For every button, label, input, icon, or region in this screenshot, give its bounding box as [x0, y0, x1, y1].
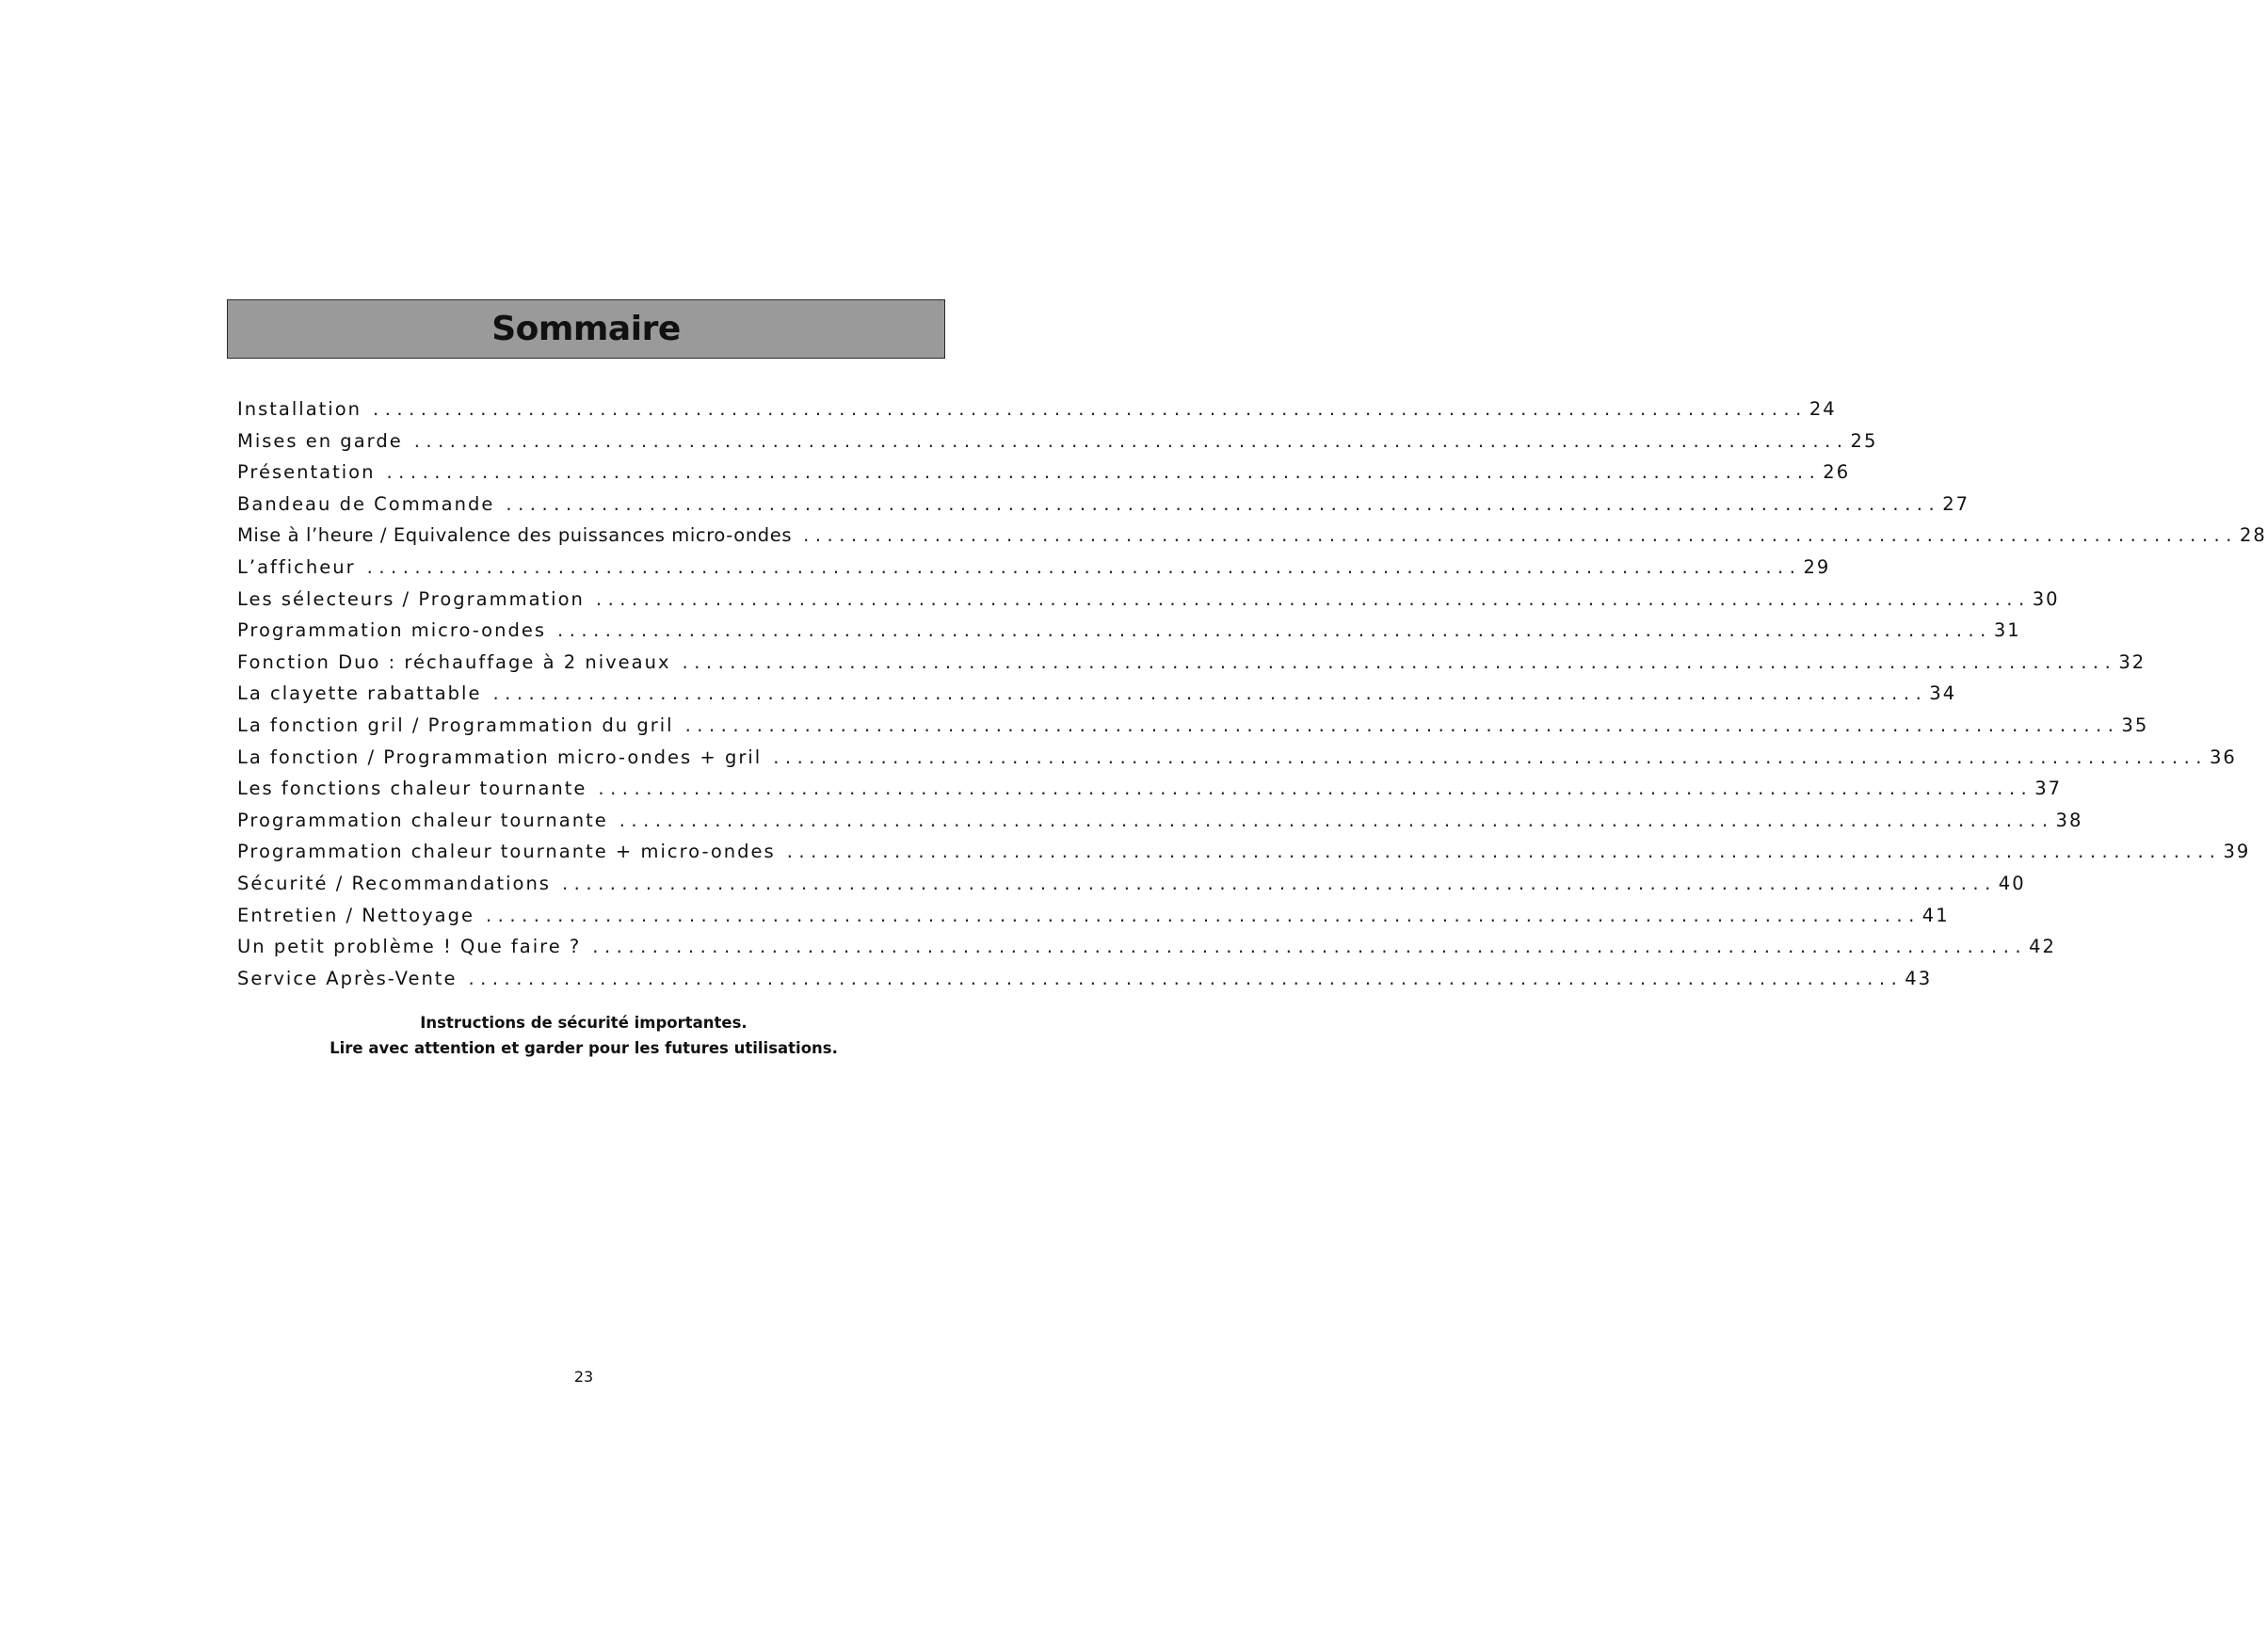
toc-entry-label: Programmation micro-ondes [237, 615, 557, 647]
toc-leader-dots: ........................................................................................................................ [803, 524, 2238, 547]
toc-entry-label: La clayette rabattable [237, 678, 492, 710]
toc-entry-label: Mise à l’heure / Equivalence des puissances micro-ondes [237, 520, 803, 552]
toc-entry-page: 26 [1823, 461, 1851, 484]
toc-entry[interactable] [237, 678, 1957, 710]
toc-leader-dots: ........................................................................................................................ [682, 650, 2117, 673]
toc-entry-page: 35 [2121, 714, 2149, 736]
toc-entry[interactable] [237, 584, 2060, 616]
table-of-contents [237, 393, 2267, 994]
toc-entry-page: 38 [2055, 809, 2083, 831]
toc-leader-dots: ........................................................................................................................ [506, 492, 1941, 515]
toc-leader-dots: ........................................................................................................................ [619, 809, 2054, 831]
page-number: 23 [573, 1368, 594, 1386]
page-title: Sommaire [491, 310, 681, 348]
safety-notice-instruction: Lire avec attention et garder pour les futures utilisations. [330, 1039, 838, 1057]
toc-entry[interactable] [237, 457, 1851, 489]
toc-entry[interactable] [237, 489, 1970, 521]
toc-entry[interactable] [237, 836, 2251, 868]
toc-entry[interactable] [237, 868, 2026, 900]
toc-entry[interactable] [237, 552, 1831, 584]
toc-entry-label: Bandeau de Commande [237, 489, 506, 521]
toc-entry-page: 24 [1809, 398, 1837, 420]
toc-entry-page: 36 [2210, 746, 2237, 768]
toc-entry[interactable] [237, 393, 1837, 425]
toc-entry-label: Programmation chaleur tournante + micro-ondes [237, 836, 787, 868]
toc-entry-label: La fonction gril / Programmation du gril [237, 710, 685, 742]
toc-entry[interactable] [237, 520, 2267, 552]
toc-entry-label: Présentation [237, 457, 386, 489]
toc-entry-label: Programmation chaleur tournante [237, 805, 619, 837]
toc-leader-dots: ........................................................................................................................ [373, 398, 1808, 420]
toc-entry-page: 40 [1998, 872, 2026, 894]
toc-leader-dots: ........................................................................................................................ [557, 619, 1992, 642]
toc-entry-page: 28 [2239, 524, 2267, 547]
toc-entry[interactable] [237, 773, 2063, 805]
toc-entry[interactable] [237, 742, 2237, 774]
toc-leader-dots: ........................................................................................................................ [595, 587, 2031, 610]
toc-entry-label: Service Après-Vente [237, 963, 468, 995]
title-banner [227, 299, 945, 359]
toc-entry[interactable] [237, 425, 1878, 457]
toc-leader-dots: ........................................................................................................................ [592, 936, 2028, 958]
toc-entry-label: Mises en garde [237, 425, 414, 457]
toc-entry-label: Fonction Duo : réchauffage à 2 niveaux [237, 647, 683, 679]
toc-entry-page: 30 [2032, 587, 2060, 610]
toc-entry[interactable] [237, 710, 2149, 742]
toc-leader-dots: ........................................................................................................................ [413, 429, 1849, 452]
toc-entry-page: 39 [2223, 841, 2251, 863]
toc-entry-page: 32 [2118, 650, 2146, 673]
toc-leader-dots: ........................................................................................................................ [386, 461, 1822, 484]
toc-entry[interactable] [237, 931, 2056, 963]
toc-entry-label: Les sélecteurs / Programmation [237, 584, 596, 616]
toc-entry[interactable] [237, 615, 2021, 647]
toc-entry[interactable] [237, 963, 1933, 995]
toc-leader-dots: ........................................................................................................................ [366, 555, 1802, 578]
toc-entry-label: Installation [237, 393, 373, 425]
toc-entry-label: L’afficheur [237, 552, 367, 584]
toc-leader-dots: ........................................................................................................................ [492, 682, 1928, 705]
toc-entry-label: Sécurité / Recommandations [237, 868, 562, 900]
safety-notice-heading: Instructions de sécurité importantes. [420, 1014, 748, 1032]
toc-entry-page: 42 [2029, 936, 2056, 958]
toc-leader-dots: ........................................................................................................................ [773, 746, 2209, 768]
toc-entry[interactable] [237, 900, 1950, 932]
toc-entry-page: 34 [1929, 682, 1957, 705]
toc-entry-label: Entretien / Nettoyage [237, 900, 486, 932]
toc-leader-dots: ........................................................................................................................ [684, 714, 2120, 736]
toc-entry-page: 43 [1905, 967, 1933, 989]
toc-entry-page: 29 [1803, 555, 1831, 578]
toc-entry-page: 37 [2034, 778, 2063, 800]
toc-leader-dots: ........................................................................................................................ [468, 967, 1904, 989]
toc-entry-page: 31 [1993, 619, 2021, 642]
toc-leader-dots: ........................................................................................................................ [561, 872, 1997, 894]
toc-entry-page: 27 [1942, 492, 1970, 515]
toc-entry-page: 25 [1850, 429, 1878, 452]
toc-leader-dots: ........................................................................................................................ [598, 778, 2034, 800]
toc-entry[interactable] [237, 805, 2083, 837]
toc-entry-label: Les fonctions chaleur tournante [237, 773, 598, 805]
toc-leader-dots: ........................................................................................................................ [786, 841, 2222, 863]
toc-entry[interactable] [237, 647, 2146, 679]
toc-entry-label: Un petit problème ! Que faire ? [237, 931, 592, 963]
toc-entry-page: 41 [1921, 904, 1950, 926]
toc-entry-label: La fonction / Programmation micro-ondes + gril [237, 742, 773, 774]
toc-leader-dots: ........................................................................................................................ [485, 904, 1921, 926]
